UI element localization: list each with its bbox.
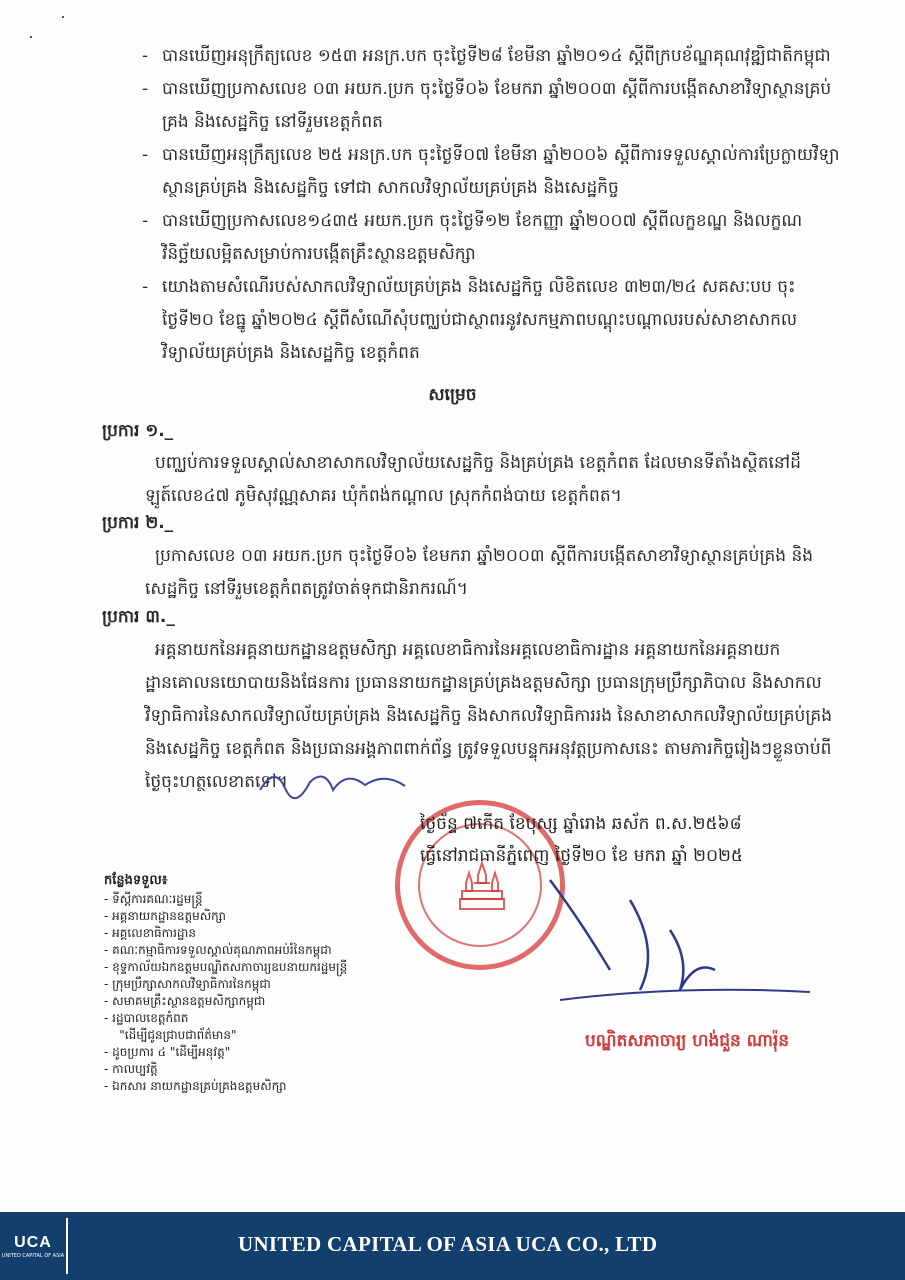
company-footer bbox=[0, 1212, 905, 1280]
article-2-label: ប្រការ ២._ bbox=[102, 513, 174, 533]
decision-heading: សម្រេច bbox=[428, 385, 477, 405]
initials-handwriting bbox=[255, 760, 435, 800]
uca-logo: UCA UNITED CAPITAL OF ASIA bbox=[1, 1233, 65, 1259]
recipient-item: - កាលប្បវត្តិ bbox=[104, 1062, 158, 1076]
recipient-item: - អគ្គនាយកដ្ឋានឧត្តមសិក្សា bbox=[104, 909, 226, 923]
recipient-item: - រដ្ឋបាលខេត្តកំពត bbox=[104, 1011, 189, 1025]
preamble-item: - បានឃើញអនុក្រឹត្យលេខ ១៥៣ អនក្រ.បក ចុះថ្ងៃទី២៨ ខែមីនា ឆ្នាំ២០១៤ ស្តីពីក្របខ័ណ្ឌគុណវុឌ្ឍិជាតិកម្ពុជា bbox=[142, 46, 831, 66]
recipient-item: - គណៈកម្មាធិការទទួលស្គាល់គុណភាពអប់រំនៃកម្ពុជា bbox=[104, 943, 332, 957]
company-name: UNITED CAPITAL OF ASIA UCA CO., LTD bbox=[238, 1232, 658, 1256]
recipient-item: "ដើម្បីជូនជ្រាបជាព័ត៌មាន" bbox=[104, 1028, 237, 1042]
recipient-item: - ទីស្តីការគណៈរដ្ឋមន្ត្រី bbox=[104, 892, 203, 906]
lunar-date: ថ្ងៃច័ន្ទ ៧កើត ខែបុស្ស ឆ្នាំរោង ឆស័ក ព.ស.២៥៦៨ bbox=[420, 814, 742, 834]
recipient-item: - ដូចប្រការ ៤ "ដើម្បីអនុវត្ត" bbox=[104, 1045, 231, 1059]
minister-signature bbox=[540, 860, 820, 1030]
recipient-item: - ក្រុមប្រឹក្សាសាកលវិទ្យាធិការនៃកម្ពុជា bbox=[104, 977, 271, 991]
recipients-block bbox=[104, 872, 347, 1095]
recipient-item: - អគ្គលេខាធិការដ្ឋាន bbox=[104, 926, 196, 940]
signer-name: បណ្ឌិតសភាចារ្យ ហង់ជួន ណារ៉ុន bbox=[585, 1031, 790, 1051]
article-2-text: ប្រកាសលេខ ០៣ អយក.ប្រក ចុះថ្ងៃទី០៦ ខែមករា ឆ្នាំ២០០៣ ស្តីពីការបង្កើតសាខាវិទ្យាស្ថានគ្រប់គ្រង និងសេដ្ឋកិច្ច នៅទីរួមខេត្តកំពតត្រូវចាត់ទុកជានិរាករណ៍។ bbox=[145, 546, 814, 599]
preamble-item: - បានឃើញអនុក្រឹត្យលេខ ២៥ អនក្រ.បក ចុះថ្ងៃទី០៧ ខែមីនា ឆ្នាំ២០០៦ ស្តីពីការទទួលស្គាល់ការប្រែក្លាយវិទ្យាស្ថានគ្រប់គ្រង និងសេដ្ឋកិច្ច ទៅជា សាកលវិទ្យាល័យគ្រប់គ្រង និងសេដ្ឋកិច្ច bbox=[142, 145, 840, 198]
scan-speck bbox=[30, 36, 32, 38]
article-3-label: ប្រការ ៣._ bbox=[102, 607, 175, 627]
logo-divider bbox=[66, 1218, 68, 1274]
preamble-item: - យោងតាមសំណើរបស់សាកលវិទ្យាល័យគ្រប់គ្រង និងសេដ្ឋកិច្ច លិខិតលេខ ៣២៣/២៤ សគសៈបប ចុះថ្ងៃទី២០ ខែធ្នូ ឆ្នាំ២០២៤ ស្តីពីសំណើសុំបញ្ឈប់ជាស្ថាពរនូវសកម្មភាពបណ្តុះបណ្តាលរបស់សាខាសាកលវិទ្យាល័យគ្រប់គ្រង និងសេដ្ឋកិច្ច ខេត្តកំពត bbox=[142, 277, 798, 363]
scan-speck bbox=[62, 16, 64, 18]
preamble-item: - បានឃើញប្រកាសលេខ ០៣ អយក.ប្រក ចុះថ្ងៃទី០៦ ខែមករា ឆ្នាំ២០០៣ ស្តីពីការបង្កើតសាខាវិទ្យាស្ថានគ្រប់គ្រង និងសេដ្ឋកិច្ច នៅទីរួមខេត្តកំពត bbox=[142, 79, 832, 132]
recipients-title: កន្លែងទទួល៖ bbox=[104, 873, 168, 888]
preamble-item: - បានឃើញប្រកាសលេខ១៤៣៥ អយក.ប្រក ចុះថ្ងៃទី១២ ខែកញ្ញា ឆ្នាំ២០០៧ ស្តីពីលក្ខខណ្ឌ និងលក្ខណវិនិច្ឆ័យលម្អិតសម្រាប់ការបង្កើតគ្រឹះស្ថានឧត្តមសិក្សា bbox=[142, 211, 803, 264]
article-1-text: បញ្ឈប់ការទទួលស្គាល់សាខាសាកលវិទ្យាល័យសេដ្ឋកិច្ច និងគ្រប់គ្រង ខេត្តកំពត ដែលមានទីតាំងស្ថិតនៅដីឡូត៍លេខ៤៧ ភូមិសុវណ្ណសាគរ ឃុំកំពង់កណ្តាល ស្រុកកំពង់បាយ ខេត្តកំពត។ bbox=[145, 453, 801, 506]
recipient-item: - ខុទ្ទកាល័យឯកឧត្តមបណ្ឌិតសភាចារ្យឧបនាយករដ្ឋមន្ត្រី bbox=[104, 960, 348, 974]
recipient-item: - ឯកសារ នាយកដ្ឋានគ្រប់គ្រងឧត្តមសិក្សា bbox=[104, 1079, 287, 1093]
article-3-text: អគ្គនាយកនៃអគ្គនាយកដ្ឋានឧត្តមសិក្សា អគ្គលេខាធិការនៃអគ្គលេខាធិការដ្ឋាន អគ្គនាយកនៃអគ្គនាយកដ្ឋានគោលនយោបាយនិងផែនការ ប្រធាននាយកដ្ឋានគ្រប់គ្រងឧត្តមសិក្សា ប្រធានក្រុមប្រឹក្សាភិបាល និងសាកលវិទ្យាធិការនៃសាកលវិទ្យាល័យគ្រប់គ្រង និងសេដ្ឋកិច្ច និងសាកលវិទ្យាធិការរង នៃសាខាសាកលវិទ្យាល័យគ្រប់គ្រង និងសេដ្ឋកិច្ច ខេត្តកំពត និងប្រធានអង្គភាពពាក់ព័ន្ធ ត្រូវទទួលបន្ទុកអនុវត្តប្រកាសនេះ តាមភារកិច្ចរៀងៗខ្លួនចាប់ពីថ្ងៃចុះហត្ថលេខាតទៅ។ bbox=[145, 640, 832, 792]
preamble-list bbox=[142, 40, 842, 370]
solar-date: ធ្វើនៅរាជធានីភ្នំពេញ ថ្ងៃទី២០ ខែ មករា ឆ្នាំ ២០២៥ bbox=[420, 846, 743, 866]
recipient-item: - សមាគមគ្រឹះស្ថានឧត្តមសិក្សាកម្ពុជា bbox=[104, 994, 266, 1008]
article-1-label: ប្រការ ១._ bbox=[102, 421, 174, 441]
